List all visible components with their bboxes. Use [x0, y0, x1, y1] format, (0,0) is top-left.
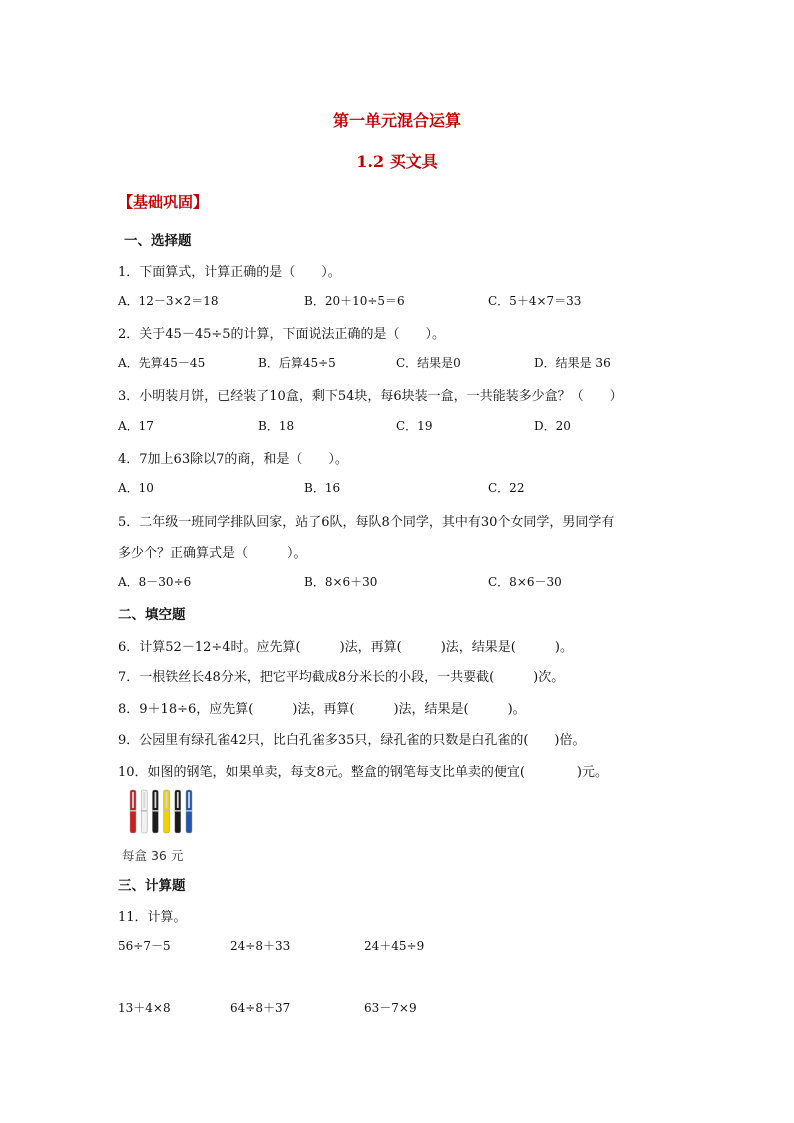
q1-option-b: B．20＋10÷5＝6 [304, 294, 405, 308]
question-5-line2: 多少个？正确算式是（ ）。 [118, 546, 307, 561]
q5-option-c: C．8×6－30 [488, 575, 562, 589]
q5-option-a: A．8－30÷6 [118, 575, 192, 589]
question-10: 10．如图的钢笔，如果单卖，每支8元。整盒的钢笔每支比单卖的便宜( )元。 [118, 765, 608, 780]
calc-expression: 56÷7－5 [118, 939, 171, 953]
pen-clip [177, 792, 179, 808]
pen-band [186, 810, 192, 812]
q2-option-b: B．后算45÷5 [258, 356, 336, 370]
q5-option-b: B．8×6＋30 [304, 575, 378, 589]
q4-option-a: A．10 [118, 481, 154, 495]
lesson-title: 1.2 买文具 [356, 152, 438, 171]
q3-option-d: D．20 [534, 419, 571, 433]
pen-band [141, 810, 147, 812]
section-heading-calc: 三、计算题 [118, 878, 186, 894]
question-11: 11．计算。 [118, 910, 187, 925]
pen-price-caption: 每盒 36 元 [122, 848, 184, 863]
pen-band [175, 810, 181, 812]
q2-option-c: C．结果是0 [396, 356, 461, 370]
q3-option-b: B．18 [258, 419, 295, 433]
calc-expression: 24＋45÷9 [364, 939, 425, 953]
pen-clip [155, 792, 157, 808]
pen-clip [166, 792, 168, 808]
calc-expression: 64÷8＋37 [230, 1001, 291, 1015]
pen-band [164, 810, 170, 812]
calc-expression: 24÷8＋33 [230, 939, 291, 953]
q2-option-a: A．先算45－45 [118, 356, 206, 370]
pen-box-image [128, 786, 198, 836]
section-heading-fill: 二、填空题 [118, 607, 186, 623]
q3-option-c: C．19 [396, 419, 433, 433]
section-heading-choice: 一、选择题 [124, 233, 192, 249]
pen-clip [132, 792, 134, 808]
question-3: 3．小明装月饼，已经装了10盒，剩下54块，每6块装一盒，一共能装多少盒？（ ） [118, 389, 623, 404]
question-9: 9．公园里有绿孔雀42只，比白孔雀多35只，绿孔雀的只数是白孔雀的( )倍。 [118, 733, 586, 748]
question-7: 7．一根铁丝长48分米，把它平均截成8分米长的小段，一共要截( )次。 [118, 670, 565, 685]
section-tag: 【基础巩固】 [118, 193, 209, 211]
q1-option-c: C．5＋4×7＝33 [488, 294, 582, 308]
question-1: 1．下面算式，计算正确的是（ ）。 [118, 265, 341, 280]
question-6: 6．计算52－12÷4时。应先算( )法，再算( )法，结果是( )。 [118, 640, 573, 655]
question-5-line1: 5．二年级一班同学排队回家，站了6队，每队8个同学，其中有30个女同学，男同学有 [118, 515, 615, 530]
q1-option-a: A．12－3×2＝18 [118, 294, 219, 308]
unit-title: 第一单元混合运算 [332, 111, 461, 130]
question-2: 2．关于45－45÷5的计算，下面说法正确的是（ ）。 [118, 327, 446, 342]
q2-option-d: D．结果是 36 [534, 356, 611, 370]
q4-option-b: B．16 [304, 481, 341, 495]
pen-clip [188, 792, 190, 808]
calc-expression: 13＋4×8 [118, 1001, 171, 1015]
calc-expression: 63－7×9 [364, 1001, 417, 1015]
pen-band [130, 810, 136, 812]
q4-option-c: C．22 [488, 481, 525, 495]
question-8: 8．9＋18÷6，应先算( )法，再算( )法，结果是( )。 [118, 702, 526, 717]
question-4: 4．7加上63除以7的商，和是（ ）。 [118, 452, 348, 467]
q3-option-a: A．17 [118, 419, 154, 433]
pen-clip [143, 792, 145, 808]
pen-band [152, 810, 158, 812]
